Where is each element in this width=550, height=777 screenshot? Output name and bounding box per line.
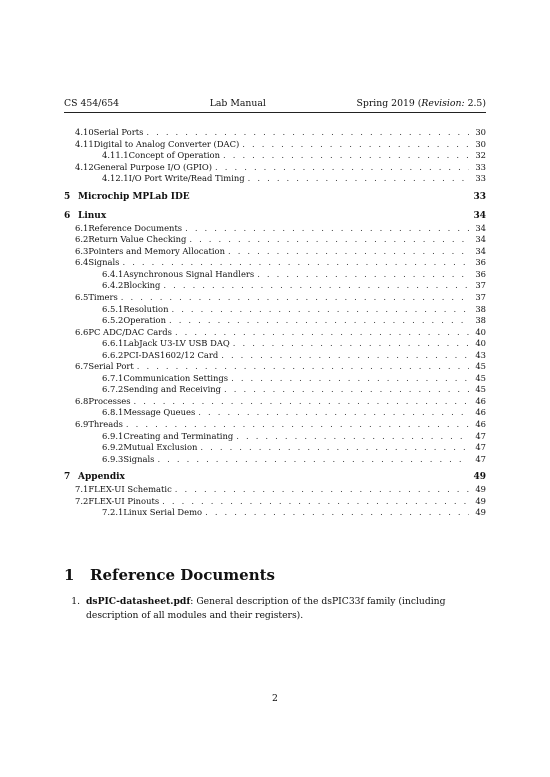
toc-entry-number: 6.5.2 [102, 315, 124, 326]
toc-entry-page: 38 [475, 303, 486, 314]
toc-entry-number: 6.4.2 [102, 280, 124, 291]
section-title: Reference Documents [90, 566, 276, 584]
toc-dot-leader [162, 496, 469, 508]
toc-dot-leader [163, 280, 469, 292]
toc-entry-number: 6.2 [75, 234, 89, 245]
toc-entry-number: 4.12 [75, 161, 94, 172]
toc-entry-number: 6.9 [75, 419, 89, 430]
toc-entry-page: 46 [475, 395, 486, 406]
toc-entry-page: 49 [475, 495, 486, 506]
section-heading [64, 566, 275, 584]
toc-entry-title: Operation [123, 315, 166, 326]
toc-dot-leader [198, 407, 469, 419]
toc-chapter-entry[interactable] [64, 470, 486, 484]
toc-entry-page: 34 [475, 222, 486, 233]
toc-entry-page: 43 [475, 349, 486, 360]
toc-entry-title: Reference Documents [88, 222, 183, 233]
list-item-text [86, 595, 486, 623]
toc-entry-title: Serial Ports [93, 127, 144, 137]
toc-entry[interactable] [64, 257, 486, 269]
toc-dot-leader [248, 173, 469, 185]
toc-entry-title: Concept of Operation [128, 150, 220, 161]
toc-entry-page: 45 [475, 372, 486, 383]
toc-entry-page: 33 [475, 161, 486, 172]
toc-dot-leader [215, 162, 469, 174]
toc-entry-title: Blocking [123, 280, 161, 291]
toc-entry-title: Pointers and Memory Allocation [88, 245, 225, 256]
toc-entry-page: 33 [475, 173, 486, 184]
toc-entry-number: 6.3 [75, 245, 89, 256]
section-number: 1 [64, 566, 75, 584]
toc-entry-page: 33 [473, 191, 486, 202]
table-of-contents [64, 127, 486, 519]
toc-dot-leader [236, 431, 469, 443]
toc-entry-number: 4.10 [75, 127, 94, 137]
toc-entry-number: 6.6.1 [102, 338, 124, 349]
toc-dot-leader [122, 257, 469, 269]
toc-entry-title: Microchip MPLab IDE [78, 191, 190, 202]
toc-entry[interactable] [64, 150, 486, 162]
toc-dot-leader [228, 246, 469, 258]
toc-dot-leader [185, 223, 469, 235]
toc-dot-leader [134, 396, 469, 408]
toc-entry-title: PCI-DAS1602/12 Card [123, 349, 219, 360]
toc-dot-leader [200, 442, 469, 454]
toc-entry[interactable] [64, 292, 486, 304]
toc-entry-number: 6.8 [75, 395, 89, 406]
toc-dot-leader [257, 269, 469, 281]
toc-dot-leader [171, 304, 469, 316]
toc-entry-page: 46 [475, 407, 486, 418]
toc-entry-number: 7.2.1 [102, 507, 124, 518]
toc-entry-page: 38 [475, 315, 486, 326]
toc-dot-leader [221, 350, 469, 362]
header-rule [64, 112, 486, 113]
toc-entry[interactable] [64, 338, 486, 350]
toc-entry-title: FLEX-UI Pinouts [88, 495, 160, 506]
toc-dot-leader [146, 127, 469, 139]
toc-entry[interactable] [64, 384, 486, 396]
toc-dot-leader [223, 150, 469, 162]
toc-entry-title: Linux [78, 210, 107, 221]
toc-entry-page: 49 [475, 484, 486, 495]
header-course: CS 454/654 [64, 98, 120, 109]
running-header [64, 98, 486, 110]
toc-entry-number: 6 [64, 210, 71, 221]
toc-entry-number: 7.2 [75, 495, 89, 506]
toc-entry[interactable] [64, 327, 486, 339]
toc-entry-page: 32 [475, 150, 486, 161]
toc-dot-leader [157, 454, 469, 466]
toc-entry-number: 4.11.1 [102, 150, 129, 161]
toc-dot-leader [205, 507, 469, 519]
toc-entry[interactable] [64, 496, 486, 508]
toc-entry[interactable] [64, 507, 486, 519]
toc-entry-page: 36 [475, 257, 486, 268]
list-item [64, 595, 486, 623]
toc-entry-title: Signals [88, 257, 120, 268]
toc-entry-title: Creating and Terminating [123, 430, 234, 441]
toc-entry-number: 6.5 [75, 292, 89, 303]
toc-entry[interactable] [64, 280, 486, 292]
toc-entry[interactable] [64, 173, 486, 185]
toc-dot-leader [121, 292, 469, 304]
toc-entry-title: I/O Port Write/Read Timing [128, 173, 245, 184]
toc-entry-title: Linux Serial Demo [123, 507, 203, 518]
toc-entry[interactable] [64, 304, 486, 316]
toc-entry[interactable] [64, 454, 486, 466]
toc-entry[interactable] [64, 127, 486, 139]
toc-dot-leader [175, 327, 469, 339]
header-title: Lab Manual [209, 98, 266, 109]
toc-entry[interactable] [64, 350, 486, 362]
toc-entry-number: 6.9.1 [102, 430, 124, 441]
page-number: 2 [272, 693, 278, 704]
toc-entry-page: 47 [475, 453, 486, 464]
toc-entry[interactable] [64, 223, 486, 235]
header-revision-value: 2.5) [464, 98, 486, 109]
toc-entry-title: Asynchronous Signal Handlers [123, 268, 255, 279]
toc-entry[interactable] [64, 361, 486, 373]
toc-entry-title: Threads [88, 419, 123, 430]
toc-entry-title: PC ADC/DAC Cards [88, 326, 172, 337]
toc-entry-page: 30 [475, 138, 486, 149]
toc-entry-page: 40 [475, 338, 486, 349]
toc-entry[interactable] [64, 162, 486, 174]
toc-entry-title: Signals [123, 453, 155, 464]
toc-dot-leader [126, 419, 469, 431]
toc-entry[interactable] [64, 431, 486, 443]
reference-description: : General description of the dsPIC33f family (including description of all modules and their registers). [86, 596, 446, 621]
toc-dot-leader [231, 373, 469, 385]
toc-entry[interactable] [64, 442, 486, 454]
toc-dot-leader [224, 384, 469, 396]
toc-dot-leader [137, 361, 469, 373]
toc-entry-number: 6.6 [75, 326, 89, 337]
toc-entry-title: Sending and Receiving [123, 384, 222, 395]
toc-entry[interactable] [64, 269, 486, 281]
toc-entry-number: 4.12.1 [102, 173, 129, 184]
list-marker: 1. [71, 596, 80, 607]
toc-entry-title: Timers [88, 292, 118, 303]
toc-entry-title: LabJack U3-LV USB DAQ [123, 338, 230, 349]
toc-entry-title: Serial Port [88, 361, 134, 372]
toc-entry[interactable] [64, 484, 486, 496]
toc-entry-number: 6.7 [75, 361, 89, 372]
toc-entry[interactable] [64, 315, 486, 327]
toc-chapter-entry[interactable] [64, 209, 486, 223]
toc-entry-title: General Purpose I/O (GPIO) [93, 161, 213, 172]
toc-entry-page: 36 [475, 268, 486, 279]
toc-entry-page: 40 [475, 326, 486, 337]
toc-entry-title: Digital to Analog Converter (DAC) [93, 138, 240, 149]
toc-entry-page: 30 [475, 127, 486, 137]
toc-entry-number: 4.11 [75, 138, 94, 149]
toc-entry-page: 47 [475, 430, 486, 441]
toc-entry[interactable] [64, 407, 486, 419]
toc-entry-title: FLEX-UI Schematic [88, 484, 172, 495]
toc-entry-title: Resolution [123, 303, 169, 314]
header-revision [357, 98, 486, 110]
toc-chapter-entry[interactable] [64, 190, 486, 204]
reference-filename: dsPIC-datasheet.pdf [86, 596, 191, 607]
header-semester: Spring 2019 ( [356, 98, 422, 109]
toc-entry-page: 45 [475, 361, 486, 372]
toc-entry-title: Message Queues [123, 407, 196, 418]
toc-entry[interactable] [64, 373, 486, 385]
toc-entry-title: Mutual Exclusion [123, 442, 198, 453]
toc-entry-page: 34 [473, 210, 486, 221]
toc-entry-page: 49 [473, 472, 486, 483]
toc-entry-page: 37 [475, 280, 486, 291]
toc-entry-page: 47 [475, 442, 486, 453]
toc-entry-number: 6.4 [75, 257, 89, 268]
toc-entry-number: 6.1 [75, 222, 89, 233]
toc-dot-leader [242, 139, 469, 151]
reference-list [64, 595, 486, 623]
toc-dot-leader [189, 234, 469, 246]
header-revision-label: Revision: [421, 98, 465, 109]
toc-entry-page: 34 [475, 234, 486, 245]
toc-entry-number: 6.8.1 [102, 407, 124, 418]
toc-entry-page: 34 [475, 245, 486, 256]
toc-entry-number: 6.9.3 [102, 453, 124, 464]
toc-entry-number: 6.7.2 [102, 384, 124, 395]
toc-entry-number: 6.7.1 [102, 372, 124, 383]
toc-entry-title: Return Value Checking [88, 234, 187, 245]
toc-entry[interactable] [64, 396, 486, 408]
toc-entry-title: Appendix [78, 472, 125, 483]
toc-entry[interactable] [64, 419, 486, 431]
toc-dot-leader [175, 484, 469, 496]
toc-entry-number: 6.6.2 [102, 349, 124, 360]
toc-entry-number: 6.9.2 [102, 442, 124, 453]
toc-entry-number: 7 [64, 472, 71, 483]
toc-entry[interactable] [64, 234, 486, 246]
toc-entry-number: 7.1 [75, 484, 89, 495]
toc-entry-page: 45 [475, 384, 486, 395]
toc-entry-page: 49 [475, 507, 486, 518]
toc-entry-title: Communication Settings [123, 372, 229, 383]
toc-entry-number: 6.4.1 [102, 268, 124, 279]
toc-entry-page: 37 [475, 292, 486, 303]
toc-entry-number: 6.5.1 [102, 303, 124, 314]
toc-entry[interactable] [64, 139, 486, 151]
toc-entry-number: 5 [64, 191, 71, 202]
toc-dot-leader [169, 315, 469, 327]
toc-entry-title: Processes [88, 395, 131, 406]
toc-entry[interactable] [64, 246, 486, 258]
toc-entry-page: 46 [475, 419, 486, 430]
toc-dot-leader [233, 338, 469, 350]
